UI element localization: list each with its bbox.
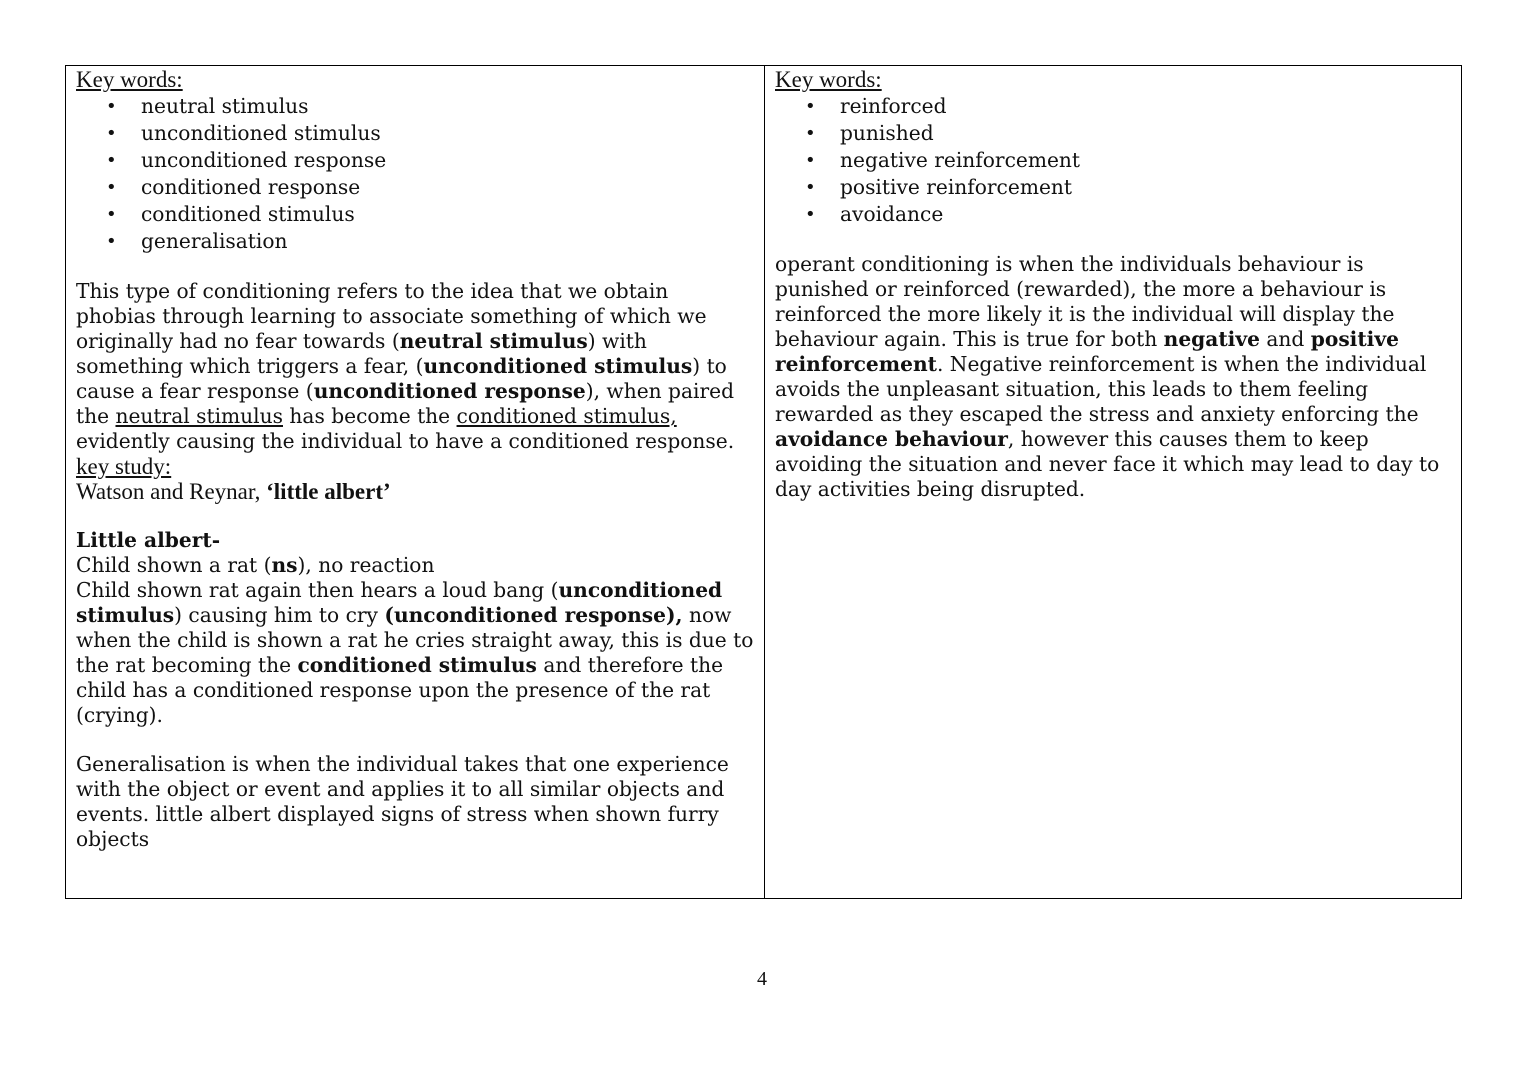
list-item: • conditioned response [106, 174, 754, 201]
classical-conditioning-paragraph: This type of conditioning refers to the idea that we obtain phobias through learning to associate something of which we originally had no fear towards (neutral stimulus) with something which triggers a fear, (unconditioned stimulus) to cause a fear response (unconditioned response), when paired the neutral stimulus has become the conditioned stimulus, evidently causing the individual to have a conditioned response. [76, 279, 735, 453]
notes-table [65, 65, 1462, 899]
key-study-heading: key study: [76, 454, 172, 479]
list-item: • positive reinforcement [805, 174, 1441, 201]
page-number: 4 [757, 968, 767, 990]
list-item: • generalisation [106, 228, 754, 255]
list-item: • unconditioned stimulus [106, 120, 754, 147]
key-words-list [76, 93, 754, 255]
key-study-line: Watson and Reynar, ‘little albert’ [76, 479, 391, 504]
little-albert-heading: Little albert- [76, 528, 221, 552]
little-albert-paragraph: Child shown rat again then hears a loud bang (unconditioned stimulus) causing him to cry (unconditioned response), now when the child is shown a rat he cries straight away, this is due to the rat becoming the conditioned stimulus and therefore the child has a conditioned response upon the presence of the rat (crying). [76, 578, 754, 727]
operant-conditioning-paragraph: operant conditioning is when the individuals behaviour is punished or reinforced (rewarded), the more a behaviour is reinforced the more likely it is the individual will display the behaviour again. This is true for both negative and positive reinforcement. Negative reinforcement is when the individual avoids the unpleasant situation, this leads to them feeling rewarded as they escaped the stress and anxiety enforcing the avoidance behaviour, however this causes them to keep avoiding the situation and never face it which may lead to day to day activities being disrupted. [775, 252, 1440, 501]
list-item: • punished [805, 120, 1441, 147]
classical-conditioning-cell [66, 66, 765, 898]
key-words-list [775, 93, 1441, 228]
key-words-heading: Key words: [76, 67, 183, 92]
list-item: • negative reinforcement [805, 147, 1441, 174]
list-item: • unconditioned response [106, 147, 754, 174]
list-item: • reinforced [805, 93, 1441, 120]
list-item: • avoidance [805, 201, 1441, 228]
list-item: • conditioned stimulus [106, 201, 754, 228]
key-words-heading: Key words: [775, 67, 882, 92]
operant-conditioning-cell [765, 66, 1461, 898]
little-albert-line-1: Child shown a rat (ns), no reaction [76, 553, 435, 577]
generalisation-paragraph: Generalisation is when the individual takes that one experience with the object or event and applies it to all similar objects and events. little albert displayed signs of stress when shown furry objects [76, 752, 729, 851]
list-item: • neutral stimulus [106, 93, 754, 120]
